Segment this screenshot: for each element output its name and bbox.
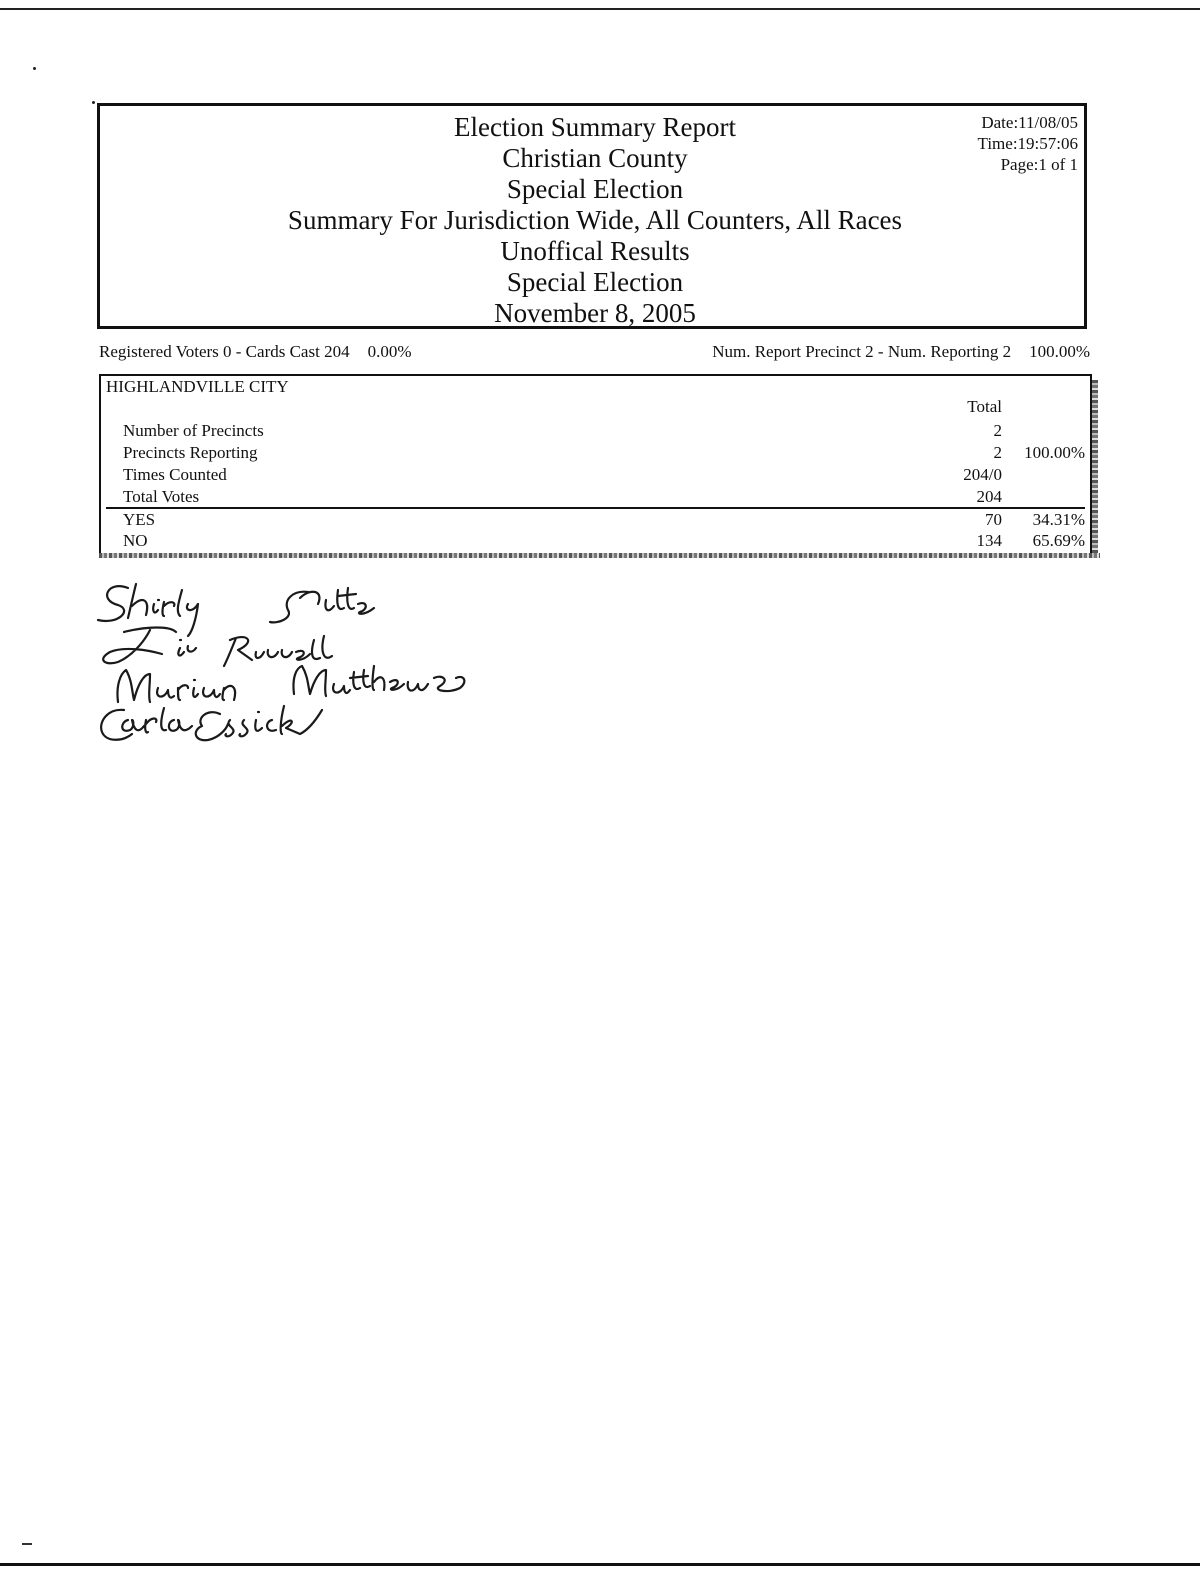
election-date: November 8, 2005: [494, 298, 696, 328]
choice-votes: 70: [985, 510, 1002, 529]
reporting-summary: [712, 342, 1090, 362]
registered-summary: [99, 342, 412, 362]
report-title: Election Summary Report: [454, 112, 736, 142]
page-number: Page:1 of 1: [1000, 155, 1078, 174]
handwritten-signatures: [88, 570, 478, 750]
election-type-repeat: Special Election: [506, 267, 684, 297]
scan-speck: [33, 67, 36, 70]
choice-label: YES: [123, 510, 156, 529]
signature-3: [293, 666, 464, 696]
report-time: Time:19:57:06: [977, 134, 1078, 153]
registered-percent: 0.00%: [367, 342, 412, 361]
choice-votes: 134: [976, 531, 1002, 550]
signature-4: [101, 708, 192, 740]
jurisdiction-name: HIGHLANDVILLE CITY: [106, 377, 289, 396]
county-name: Christian County: [502, 143, 688, 173]
results-box-edge: [1092, 380, 1098, 556]
signature-1: [270, 588, 374, 622]
results-status: Unoffical Results: [500, 236, 690, 266]
scan-edge-bottom: [0, 1563, 1200, 1566]
scan-speck: [92, 101, 95, 104]
scan-edge-top: [0, 8, 1200, 10]
stat-label: Number of Precincts: [123, 421, 264, 440]
stat-percent: 100.00%: [1024, 443, 1085, 462]
summary-scope: Summary For Jurisdiction Wide, All Counters, All Races: [287, 205, 903, 235]
signature-2: [224, 636, 332, 666]
signature-2: [103, 628, 196, 664]
choice-label: NO: [123, 531, 148, 550]
scan-mark: [22, 1543, 32, 1545]
results-box-edge: [99, 553, 1100, 558]
stat-label: Times Counted: [123, 465, 227, 484]
stat-label: Total Votes: [123, 487, 200, 506]
registered-voters-text: Registered Voters 0 - Cards Cast 204: [99, 342, 350, 361]
section-divider: [106, 507, 1085, 509]
reporting-percent: 100.00%: [1029, 342, 1090, 361]
stat-value: 204/0: [963, 465, 1002, 484]
choice-percent: 34.31%: [1032, 510, 1085, 529]
stat-value: 2: [993, 421, 1002, 440]
signature-3: [117, 670, 235, 702]
total-column-header: Total: [967, 397, 1002, 416]
report-header-box: [97, 103, 1087, 329]
stat-value: 204: [976, 487, 1002, 506]
choice-percent: 65.69%: [1032, 531, 1085, 550]
stat-value: 2: [993, 443, 1002, 462]
signature-4: [196, 706, 322, 740]
election-type: Special Election: [506, 174, 684, 204]
report-date: Date:11/08/05: [981, 113, 1078, 132]
reporting-text: Num. Report Precinct 2 - Num. Reporting 2: [712, 342, 1012, 361]
stat-label: Precincts Reporting: [123, 443, 258, 462]
results-box: [99, 374, 1092, 558]
